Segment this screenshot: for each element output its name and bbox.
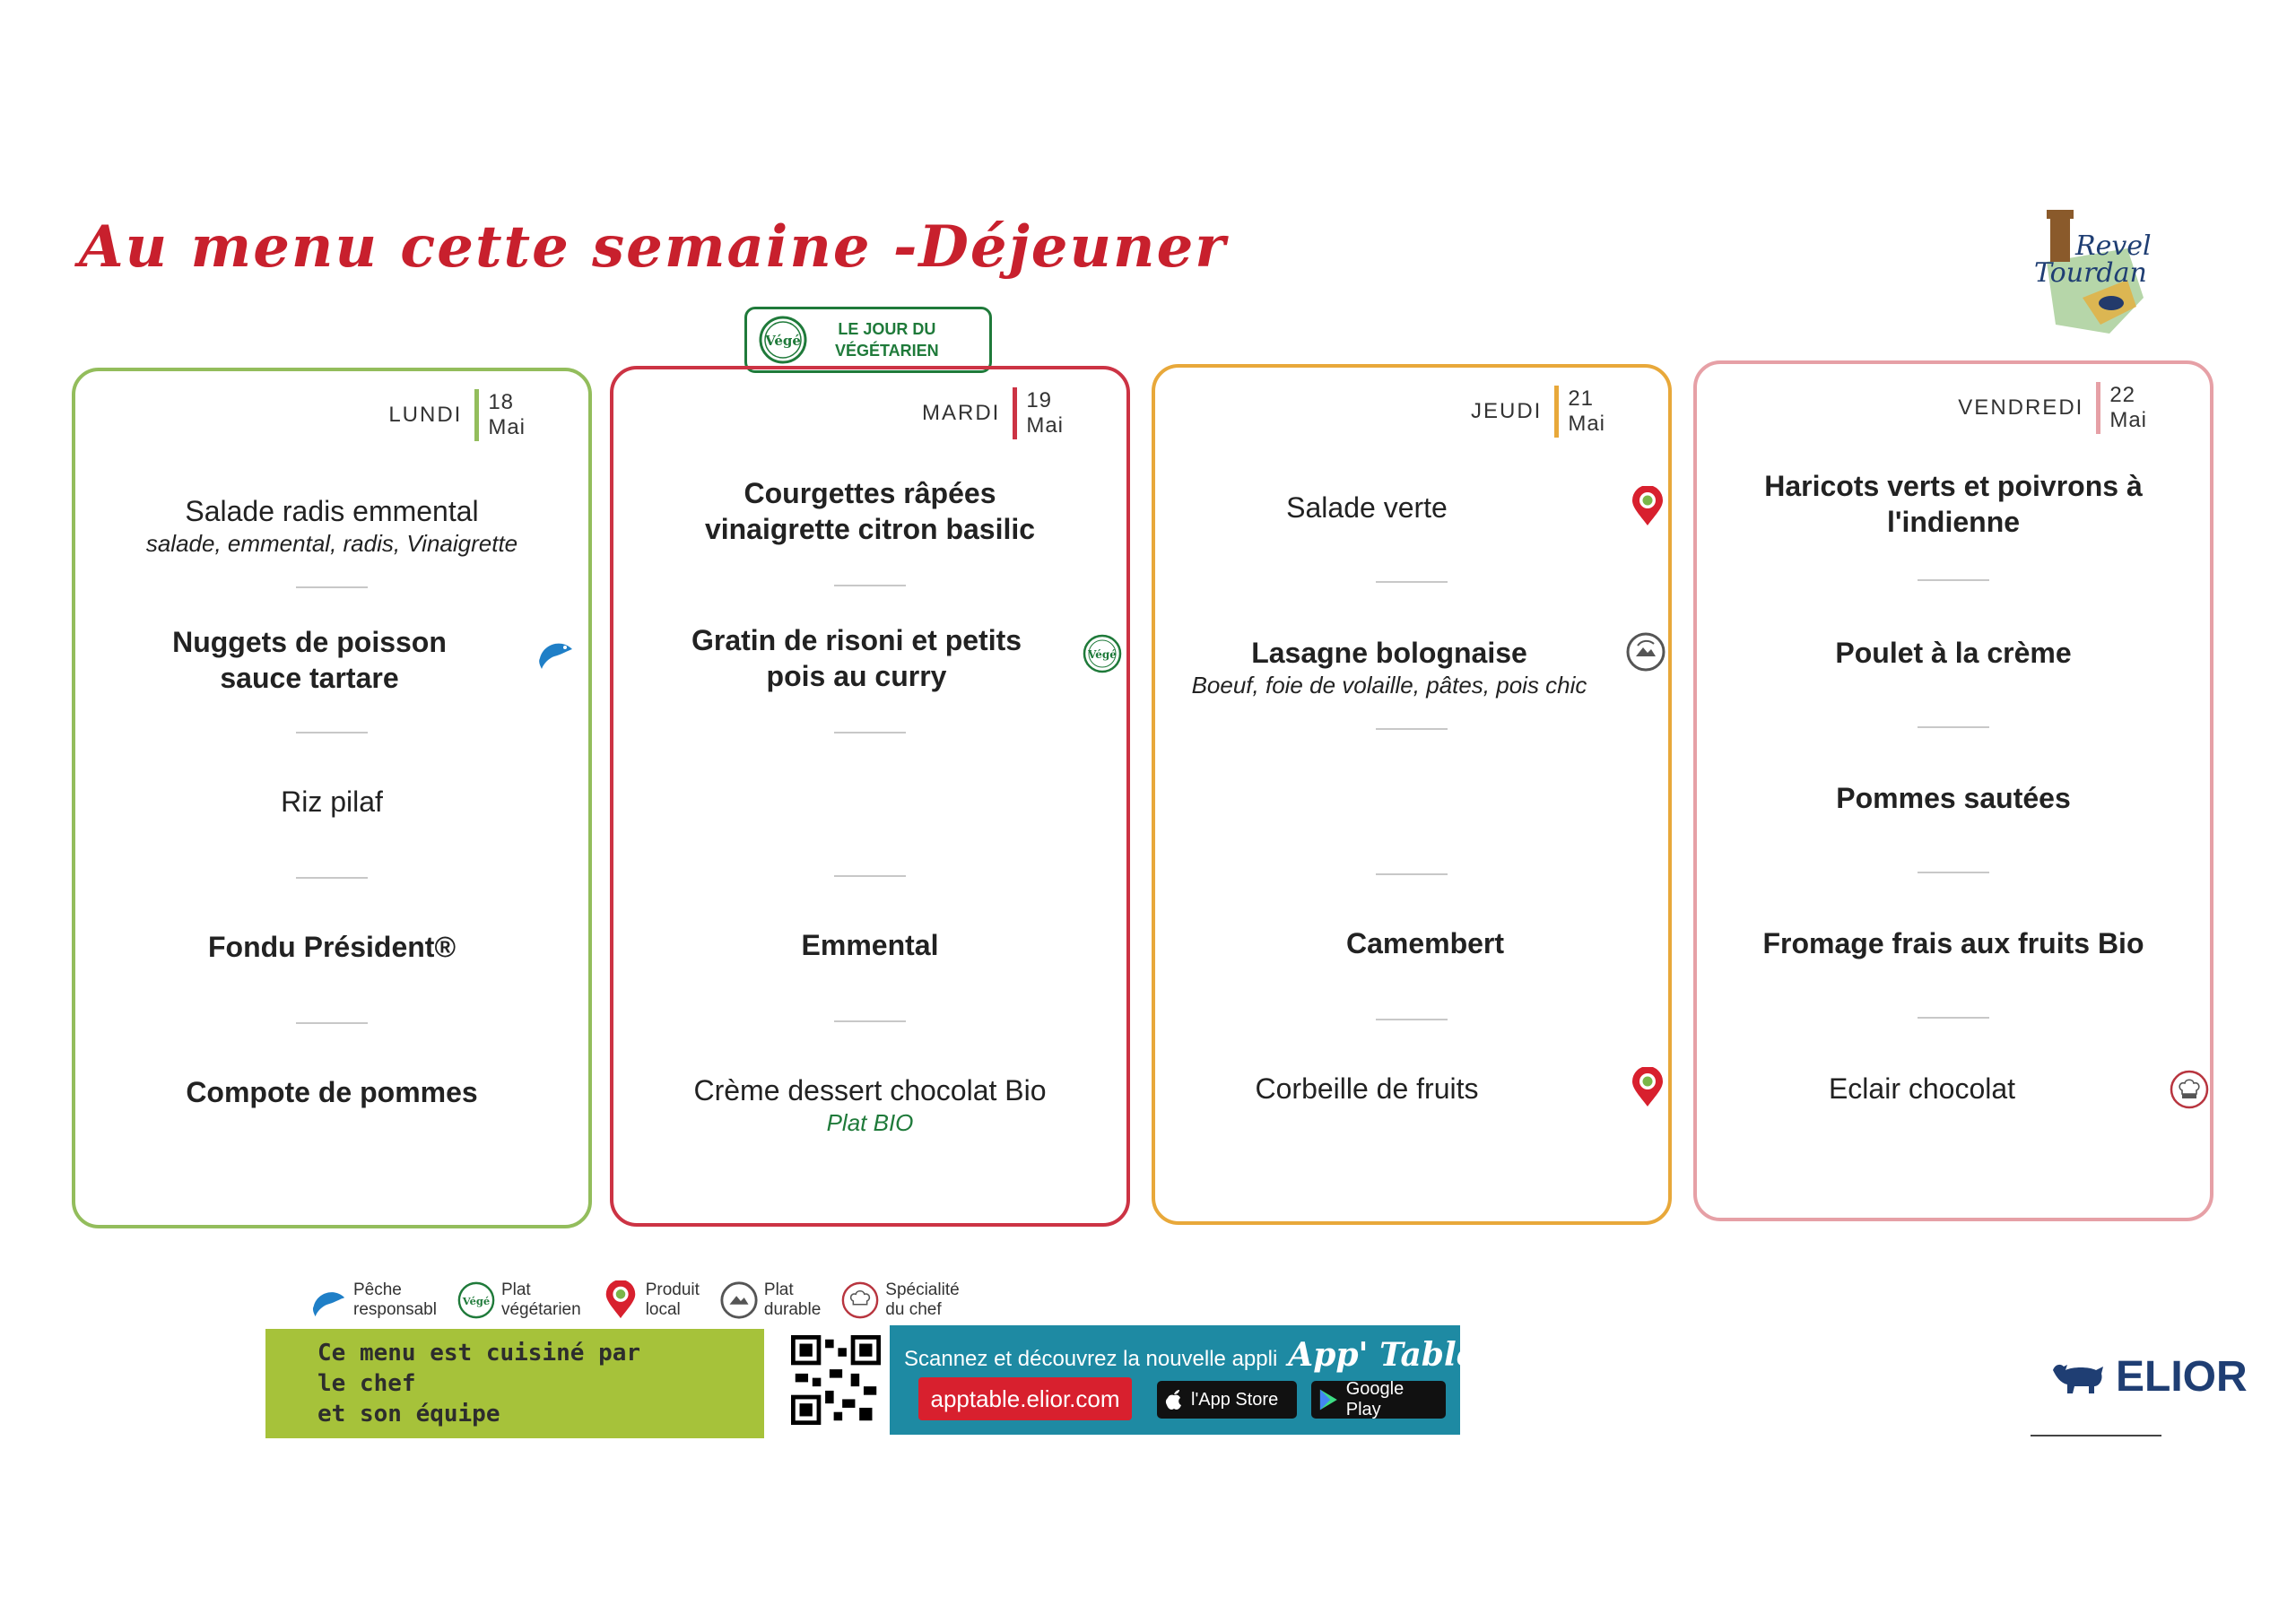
- specialite-chef-icon: [2169, 1069, 2210, 1110]
- peche-responsable-icon: [309, 1280, 348, 1320]
- day-header: [922, 387, 1064, 439]
- dish-starter: Courgettes râpées vinaigrette citron basilic: [704, 477, 1036, 545]
- google-play-button[interactable]: [1311, 1381, 1446, 1419]
- separator: [1918, 726, 1989, 728]
- day-card-lundi: [72, 368, 592, 1228]
- separator: [296, 877, 368, 879]
- app-store-label: l'App Store: [1191, 1389, 1279, 1410]
- revel-tourdan-logo: [2029, 199, 2154, 343]
- dish-dessert: Corbeille de fruits: [1255, 1072, 1479, 1105]
- chef-note: [265, 1329, 764, 1438]
- separator: [834, 732, 906, 733]
- veg-banner-line1: LE JOUR DU: [838, 320, 936, 338]
- elior-text: ELIOR: [2116, 1353, 2248, 1401]
- day-name: MARDI: [921, 401, 1001, 425]
- peche-responsable-icon: [535, 631, 576, 673]
- separator: [1376, 1019, 1448, 1020]
- day-divider: [1013, 387, 1017, 439]
- day-card-vendredi: [1693, 360, 2213, 1221]
- separator: [1376, 728, 1448, 730]
- separator: [1918, 1017, 1989, 1019]
- svg-text:Végé: Végé: [462, 1294, 491, 1307]
- svg-text:Végé: Végé: [1088, 648, 1117, 661]
- dish-name: Salade radis emmental: [185, 495, 479, 527]
- separator: [1918, 872, 1989, 873]
- chef-note-line: le chef: [317, 1370, 416, 1397]
- legend-item: [719, 1280, 821, 1320]
- dish-detail: Boeuf, foie de volaille, pâtes, pois chic: [1191, 672, 1587, 699]
- day-header: [1958, 382, 2147, 434]
- dish-dessert: Eclair chocolat: [1828, 1072, 2016, 1105]
- day-name: VENDREDI: [1958, 395, 2084, 420]
- app-tagline: [904, 1336, 1477, 1374]
- produit-local-icon: [1627, 486, 1668, 527]
- legend-label: local: [645, 1300, 681, 1319]
- dish-side: Pommes sautées: [1836, 782, 2071, 814]
- qr-code-icon[interactable]: [782, 1325, 890, 1435]
- legend-label: Produit: [645, 1280, 700, 1299]
- svg-text:Tourdan: Tourdan: [2034, 257, 2147, 289]
- day-card-jeudi: [1152, 364, 1672, 1225]
- day-month: Mai: [2109, 408, 2147, 432]
- legend-label: Pêche: [353, 1280, 402, 1299]
- plat-durable-icon: [1625, 631, 1666, 673]
- page-title: Au menu cette semaine -Déjeuner: [79, 213, 1227, 281]
- plat-durable-icon: [719, 1280, 759, 1320]
- day-month: Mai: [1026, 413, 1064, 438]
- dish-cheese: Fromage frais aux fruits Bio: [1762, 927, 2144, 959]
- vege-badge-icon: [758, 315, 808, 365]
- dish-name: Lasagne bolognaise: [1251, 637, 1527, 669]
- dish-main: Nuggets de poisson sauce tartare: [172, 626, 447, 694]
- plat-vegetarien-icon: [1082, 633, 1123, 674]
- icon-legend: [309, 1280, 979, 1320]
- day-divider: [474, 389, 479, 441]
- dish-detail: Plat BIO: [826, 1109, 914, 1136]
- apple-icon: [1164, 1388, 1184, 1411]
- legend-item: [309, 1280, 437, 1320]
- dish-dessert: [631, 1072, 1109, 1137]
- separator: [296, 732, 368, 733]
- specialite-chef-icon: [840, 1280, 880, 1320]
- dish-cheese: Camembert: [1345, 927, 1505, 959]
- separator: [834, 1020, 906, 1022]
- day-name: LUNDI: [388, 403, 463, 427]
- google-play-label: Google Play: [1345, 1379, 1405, 1419]
- bull-icon: [2049, 1358, 2107, 1397]
- day-header: [1471, 386, 1605, 438]
- vegetarian-day-banner: [744, 307, 992, 373]
- dish-starter: Haricots verts et poivrons à l'indienne: [1764, 470, 2143, 538]
- legend-label: durable: [763, 1300, 822, 1319]
- legend-item: [840, 1280, 959, 1320]
- dish-cheese: Emmental: [801, 929, 939, 961]
- app-brand: App' Table: [1288, 1336, 1477, 1374]
- legend-item: [457, 1280, 581, 1320]
- google-play-icon: [1318, 1388, 1339, 1411]
- day-number: 19: [1026, 388, 1053, 412]
- day-card-mardi: [610, 366, 1130, 1227]
- plat-vegetarien-icon: [457, 1280, 496, 1320]
- dish-cheese: Fondu Président®: [207, 931, 457, 963]
- dish-dessert: Compote de pommes: [186, 1076, 478, 1108]
- legend-label: Plat: [500, 1280, 531, 1299]
- day-divider: [2096, 382, 2100, 434]
- separator: [1918, 579, 1989, 581]
- legend-label: du chef: [885, 1300, 942, 1319]
- legend-item: [601, 1280, 700, 1320]
- produit-local-icon: [601, 1280, 640, 1320]
- app-url-link[interactable]: apptable.elior.com: [918, 1377, 1132, 1420]
- dish-main: [1164, 635, 1614, 699]
- app-store-button[interactable]: [1157, 1381, 1297, 1419]
- day-divider: [1554, 386, 1559, 438]
- separator: [1376, 581, 1448, 583]
- day-header: [388, 389, 526, 441]
- app-tagline-text: Scannez et découvrez la nouvelle appli: [904, 1347, 1278, 1371]
- legend-label: Plat: [763, 1280, 794, 1299]
- dish-side: Riz pilaf: [281, 785, 383, 818]
- day-number: 22: [2109, 383, 2136, 407]
- dish-starter: Salade verte: [1286, 491, 1448, 524]
- separator: [834, 585, 906, 586]
- dish-main: Poulet à la crème: [1835, 637, 2072, 669]
- separator: [1376, 873, 1448, 875]
- separator: [296, 586, 368, 588]
- day-name: JEUDI: [1470, 399, 1543, 423]
- veg-banner-line2: VÉGÉTARIEN: [835, 342, 939, 360]
- chef-note-line: Ce menu est cuisiné par: [317, 1340, 641, 1367]
- svg-text:Revel: Revel: [2075, 230, 2152, 262]
- dish-main: Gratin de risoni et petits pois au curry: [691, 624, 1022, 692]
- day-number: 18: [488, 390, 515, 414]
- elior-logo: [2049, 1352, 2248, 1402]
- dish-starter: [93, 493, 570, 558]
- svg-text:Végé: Végé: [765, 333, 801, 349]
- legend-label: Spécialité: [885, 1280, 960, 1299]
- separator: [296, 1022, 368, 1024]
- day-month: Mai: [1568, 412, 1605, 436]
- day-number: 21: [1568, 386, 1595, 411]
- divider: [2031, 1435, 2161, 1436]
- dish-detail: salade, emmental, radis, Vinaigrette: [145, 530, 518, 557]
- app-banner: [782, 1325, 1477, 1435]
- separator: [834, 875, 906, 877]
- chef-note-line: et son équipe: [317, 1401, 500, 1428]
- dish-name: Crème dessert chocolat Bio: [693, 1074, 1047, 1107]
- produit-local-icon: [1627, 1067, 1668, 1108]
- legend-label: responsabl: [353, 1300, 437, 1319]
- day-month: Mai: [488, 415, 526, 439]
- legend-label: végétarien: [500, 1300, 581, 1319]
